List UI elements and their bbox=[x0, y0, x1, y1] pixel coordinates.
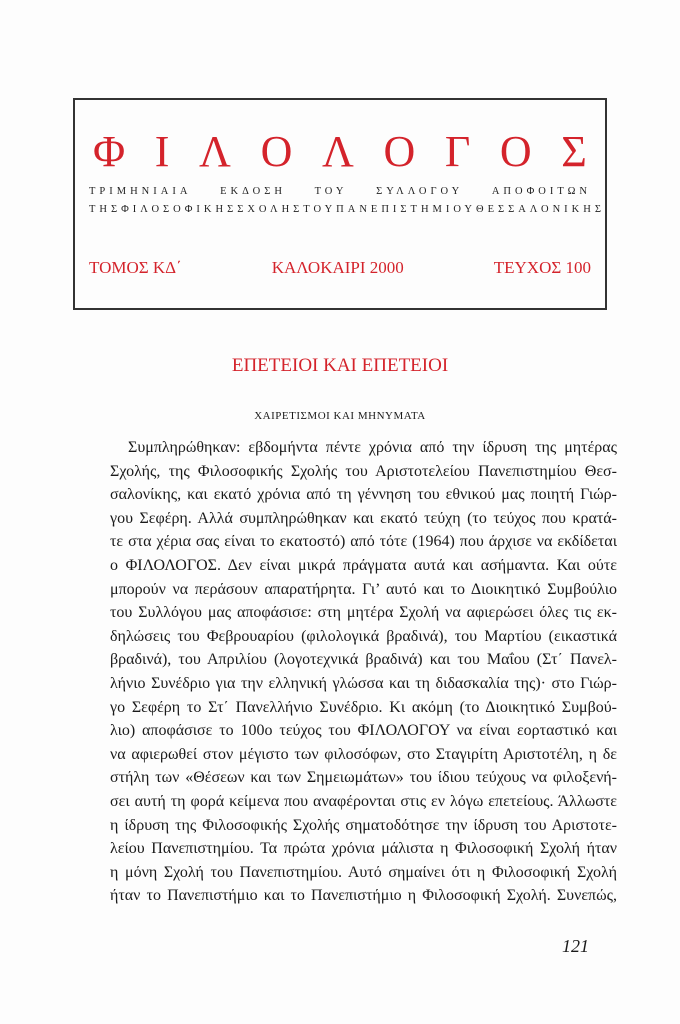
title-letter: Λ bbox=[321, 127, 354, 176]
title-letter: Ι bbox=[154, 127, 170, 176]
body-line bbox=[110, 743, 617, 767]
title-letter: Ο bbox=[499, 127, 532, 176]
title-letter: Γ bbox=[444, 127, 471, 176]
article-body bbox=[110, 436, 617, 908]
body-line bbox=[110, 696, 617, 720]
subtitle-word: ΣΧΟΛΗΣ bbox=[237, 204, 304, 215]
subtitle-word: ΣΥΛΛΟΓΟΥ bbox=[376, 186, 464, 197]
body-line bbox=[110, 861, 617, 885]
article-heading: ΕΠΕΤΕΙΟΙ ΚΑΙ ΕΠΕΤΕΙΟΙ bbox=[231, 355, 449, 376]
body-line bbox=[110, 837, 617, 861]
issue-label: ΤΕΥΧΟΣ 100 bbox=[493, 258, 591, 277]
body-line-text: γου Σεφέρη. Αλλά συμπληρώθηκαν και εκατό τεύχη (το τεύχος που κρατά- bbox=[110, 509, 617, 527]
body-line-text: ο ΦΙΛΟΛΟΓΟΣ. Δεν είναι μικρά πράγματα αυτά και ασήμαντα. Και ούτε bbox=[110, 556, 617, 574]
body-line bbox=[110, 625, 617, 649]
body-line bbox=[110, 790, 617, 814]
journal-title bbox=[87, 128, 593, 176]
body-line-text: δηλώσεις του Φεβρουαρίου (φιλολογικά βραδινά), του Μαρτίου (εικαστικά bbox=[110, 627, 617, 645]
masthead-subtitle-line-1 bbox=[89, 186, 591, 197]
body-line-text: λήνιο Συνέδριο για την ελληνική γλώσσα και τη διδασκαλία της)· στο Γιώρ- bbox=[110, 674, 617, 692]
masthead-box bbox=[73, 98, 607, 310]
body-line-text: του Συλλόγου μας αποφάσισε: στη μητέρα Σχολή να αφιερώσει όλες τις εκ- bbox=[110, 604, 617, 622]
body-line-text: λιο) αποφάσισε το 100ο τεύχος του ΦΙΛΟΛΟΓΟΥ να είναι εορταστικό και bbox=[110, 722, 617, 740]
body-line bbox=[110, 884, 617, 908]
body-line bbox=[110, 483, 617, 507]
body-line bbox=[110, 766, 617, 790]
body-line-text: γο Σεφέρη το Στ΄ Πανελλήνιο Συνέδριο. Κι ακόμη (το Διοικητικό Συμβού- bbox=[110, 698, 617, 716]
subtitle-word: ΤΗΣ bbox=[89, 204, 122, 215]
body-line-text: τε στα χέρια σας είναι το εκατοστό) από τότε (1964) που άρχισε να εκδίδεται bbox=[110, 533, 617, 551]
subtitle-word: ΦΙΛΟΣΟΦΙΚΗΣ bbox=[121, 204, 238, 215]
body-line-text: βραδινά), του Απριλίου (λογοτεχνικά βραδινά) και του Μαΐου (Στ΄ Πανελ- bbox=[110, 651, 617, 669]
body-line-text: λείου Πανεπιστημίου. Τα πρώτα χρόνια μάλιστα η Φιλοσοφική Σχολή ήταν bbox=[110, 840, 617, 858]
body-line bbox=[110, 648, 617, 672]
page-number: 121 bbox=[562, 936, 589, 956]
subtitle-word: ΤΟΥ bbox=[303, 204, 337, 215]
title-letter: Σ bbox=[561, 127, 587, 176]
body-line bbox=[110, 578, 617, 602]
subtitle-word: ΠΑΝΕΠΙΣΤΗΜΙΟΥ bbox=[336, 204, 476, 215]
body-line bbox=[110, 719, 617, 743]
title-letter: Λ bbox=[199, 127, 231, 176]
subtitle-word: ΕΚΔΟΣΗ bbox=[220, 186, 286, 197]
body-line-text: μπορούν να περάσουν απαρατήρητα. Γι’ αυτό και το Διοικητικό Συμβούλιο bbox=[110, 580, 617, 598]
body-line-text: η μόνη Σχολή του Πανεπιστημίου. Αυτό σημαίνει ότι η Φιλοσοφική Σχολή bbox=[110, 863, 617, 881]
body-line-text: σει αυτή τη φορά κείμενα που αναφέρονται στις εν λόγω επετείους. Άλλωστε bbox=[110, 792, 617, 810]
subtitle-word: ΘΕΣΣΑΛΟΝΙΚΗΣ bbox=[476, 204, 605, 215]
body-line bbox=[110, 554, 617, 578]
subtitle-word: ΑΠΟΦΟΙΤΩΝ bbox=[491, 186, 591, 197]
body-line-text: να αφιερωθεί στον μέγιστο των φιλοσόφων, στο Σταγιρίτη Αριστοτέλη, η δε bbox=[110, 745, 617, 763]
body-line bbox=[110, 672, 617, 696]
body-line bbox=[110, 814, 617, 838]
body-line-text: Σχολής, της Φιλοσοφικής Σχολής του Αριστοτελείου Πανεπιστημίου Θεσ- bbox=[110, 462, 617, 480]
body-line-text: η ίδρυση της Φιλοσοφικής Σχολής σηματοδότησε την ίδρυση του Αριστοτε- bbox=[110, 816, 617, 834]
title-letter: Ο bbox=[383, 127, 416, 176]
article-subheading: ΧΑΙΡΕΤΙΣΜΟΙ ΚΑΙ ΜΗΝΥΜΑΤΑ bbox=[254, 410, 426, 422]
body-line bbox=[110, 601, 617, 625]
body-line-text: στήλη των «Θέσεων και των Σημειωμάτων» του ίδιου τεύχους να φιλοξενή- bbox=[110, 769, 617, 787]
issue-info bbox=[89, 258, 591, 278]
season-label: ΚΑΛΟΚΑΙΡΙ 2000 bbox=[271, 258, 404, 277]
body-line-text: ήταν το Πανεπιστήμιο και το Πανεπιστήμιο η Φιλοσοφική Σχολή. Συνεπώς, bbox=[110, 887, 617, 905]
body-line bbox=[110, 436, 617, 460]
volume-label: ΤΟΜΟΣ ΚΔ΄ bbox=[89, 258, 182, 277]
title-letter: Ο bbox=[260, 127, 293, 176]
subtitle-word: ΤΟΥ bbox=[314, 186, 348, 197]
masthead-subtitle-line-2 bbox=[89, 204, 605, 215]
subtitle-word: ΤΡΙΜΗΝΙΑΙΑ bbox=[89, 186, 192, 197]
body-line bbox=[110, 530, 617, 554]
body-line bbox=[110, 507, 617, 531]
title-letter: Φ bbox=[93, 127, 126, 176]
body-line-text: Συμπληρώθηκαν: εβδομήντα πέντε χρόνια από την ίδρυση της μητέρας bbox=[128, 439, 617, 456]
body-line bbox=[110, 460, 617, 484]
body-line-text: σαλονίκης, και εκατό χρόνια από τη γέννηση του εθνικού μας ποιητή Γιώρ- bbox=[110, 486, 617, 504]
